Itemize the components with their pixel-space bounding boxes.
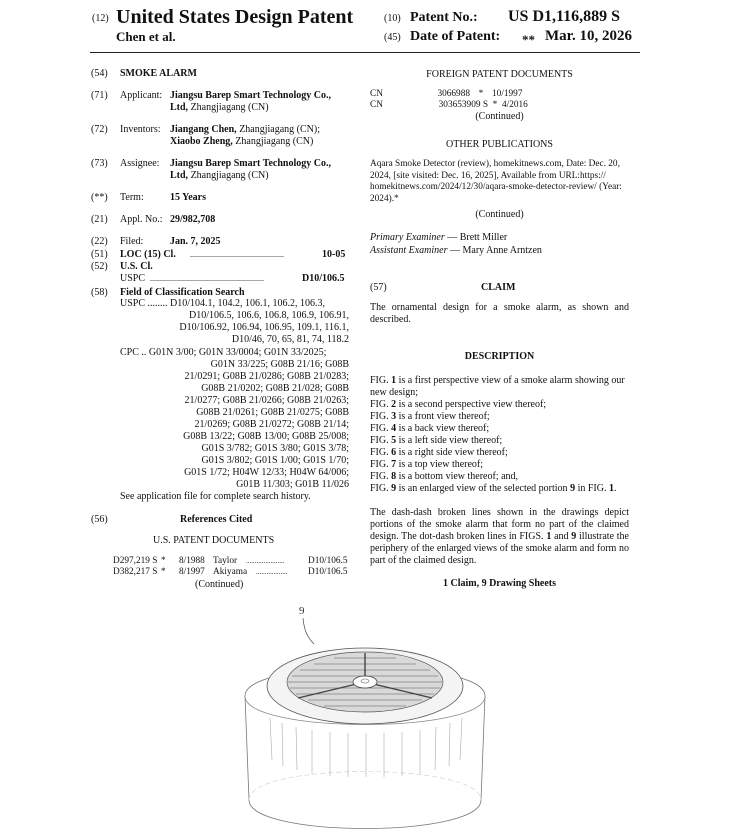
- appl-no-label: Appl. No.:: [120, 214, 163, 225]
- broken-lines-fig-9: 9: [571, 531, 577, 542]
- fig-tail: in FIG.: [575, 483, 609, 494]
- description-heading: DESCRIPTION: [464, 351, 535, 362]
- claim-heading: CLAIM: [481, 282, 516, 293]
- fig-text: is a right side view thereof;: [396, 447, 508, 458]
- document-type-title: United States Design Patent: [116, 6, 354, 28]
- us-patent-docs-heading: U.S. PATENT DOCUMENTS: [153, 535, 275, 546]
- code-10: (10): [384, 13, 401, 24]
- patent-date: Mar. 10, 2026: [545, 28, 632, 44]
- fig-label: FIG.: [370, 471, 389, 482]
- appl-no-value: 29/982,708: [170, 214, 216, 225]
- primary-examiner-label: Primary Examiner: [370, 232, 445, 243]
- ref-dots: ..................: [256, 568, 288, 576]
- applicant-line2: [170, 102, 269, 114]
- cpc-line: CPC .. G01N 3/00; G01N 33/0004; G01N 33/2025;: [120, 347, 327, 358]
- broken-lines-fig-1: 1: [546, 531, 552, 542]
- fig-number: 6: [391, 447, 397, 458]
- broken-lines-rest: illustrate the periphery of the enlarged views of the smoke alarm and form no part of the claimed design.: [370, 531, 629, 566]
- applicant-name-2: Ltd,: [170, 102, 189, 113]
- cpc-line: 21/0269; G08B 21/0272; G08B 21/14;: [194, 419, 349, 430]
- inventor-1-location: Zhangjiagang (CN);: [236, 124, 320, 135]
- inventors-label: Inventors:: [120, 124, 161, 135]
- figure-item: [370, 471, 629, 483]
- smoke-alarm-figure: [240, 600, 490, 832]
- term-label: Term:: [120, 192, 144, 203]
- foreign-date: 4/2016: [502, 100, 528, 110]
- term-value: 15 Years: [170, 192, 207, 203]
- header-rule: [90, 52, 640, 53]
- uspc-label: USPC: [120, 273, 146, 284]
- claims-summary: 1 Claim, 9 Drawing Sheets: [442, 578, 557, 589]
- fig-text: is a top view thereof;: [396, 459, 484, 470]
- ref-name: Taylor: [213, 556, 238, 566]
- ref-star: *: [161, 556, 166, 566]
- date-label: Date of Patent:: [410, 29, 501, 44]
- figure-item: [370, 411, 629, 423]
- other-pub-line: homekitnews.com/2024/12/30/aqara-smoke-detector-review/ (Year:: [370, 182, 622, 192]
- foreign-no: 303653909 S: [438, 100, 488, 110]
- figure-item: [370, 435, 629, 447]
- cpc-line: G01S 3/782; G01S 3/80; G01S 3/78;: [201, 443, 349, 454]
- assistant-examiner-name: — Mary Anne Arntzen: [447, 245, 542, 256]
- code-22: (22): [91, 236, 108, 247]
- loc-label: LOC (15) Cl.: [120, 249, 176, 260]
- fig-label: FIG.: [370, 447, 389, 458]
- loc-value: 10-05: [322, 249, 346, 260]
- code-12: (12): [92, 13, 109, 24]
- other-pubs-heading: OTHER PUBLICATIONS: [446, 139, 553, 150]
- ref-date: 8/1997: [179, 567, 205, 577]
- cpc-line: 21/0277; G08B 21/0266; G08B 21/0263;: [184, 395, 349, 406]
- uspc-line: D10/46, 70, 65, 81, 74, 118.2: [231, 334, 349, 345]
- filed-label: Filed:: [120, 236, 144, 247]
- fig-text: is a bottom view thereof; and,: [396, 471, 519, 482]
- ref-date: 8/1988: [179, 556, 205, 566]
- figure-list: [370, 375, 629, 495]
- fig-text: is a first perspective view of a smoke alarm showing our new design;: [370, 375, 625, 398]
- primary-examiner-name: — Brett Miller: [444, 232, 508, 243]
- ref-dots: ......................: [246, 557, 285, 565]
- other-pub-line: Aqara Smoke Detector (review), homekitnews.com, Date: Dec. 20,: [370, 159, 620, 169]
- uspc-dots: .........................................................: [150, 274, 264, 283]
- inventor-2: [170, 136, 313, 148]
- other-pub-line: 2024).*: [370, 193, 399, 204]
- cpc-line: G01B 11/303; G01B 11/026: [236, 479, 349, 490]
- figure-item: [370, 483, 629, 495]
- other-pubs-text: [370, 159, 632, 205]
- figure-item: [370, 375, 629, 399]
- code-52: (52): [91, 261, 108, 272]
- loc-dots: ...............................................: [190, 250, 284, 259]
- applicant-name: Jiangsu Barep Smart Technology Co.,: [170, 90, 331, 101]
- other-pubs-continued: (Continued): [475, 209, 524, 220]
- assignee-label: Assignee:: [120, 158, 160, 169]
- refs-continued: (Continued): [195, 579, 244, 590]
- us-cl-label: U.S. Cl.: [120, 261, 153, 272]
- code-73: (73): [91, 158, 108, 169]
- ref-name: Akiyama: [213, 567, 248, 577]
- broken-lines-text: The dash-dash broken lines shown in the drawings depict portions of the smoke alarm that form no part of the claimed design. The dot-dash broken lines in FIGS.: [370, 507, 629, 542]
- patent-number: US D1,116,889 S: [508, 8, 621, 25]
- fig-number: 4: [391, 423, 397, 434]
- cpc-line: G01S 1/72; H04W 12/33; H04W 64/006;: [184, 467, 349, 478]
- authors: Chen et al.: [116, 29, 176, 44]
- references-cited-label: References Cited: [180, 514, 253, 525]
- ref-class: D10/106.5: [308, 556, 348, 566]
- cpc-line: 21/0291; G08B 21/0286; G08B 21/0283;: [184, 371, 349, 382]
- foreign-cc: CN: [370, 89, 383, 99]
- inventor-2-location: Zhangjiagang (CN): [232, 136, 314, 147]
- invention-title: SMOKE ALARM: [120, 68, 197, 79]
- assignee-line2: [170, 170, 269, 182]
- fig-text: is a front view thereof;: [396, 411, 490, 422]
- cpc-line: G01S 3/802; G01S 1/00; G01S 1/70;: [201, 455, 349, 466]
- cpc-search-lines: [120, 347, 349, 491]
- reference-row: [113, 567, 247, 579]
- fig-text: is a left side view thereof;: [396, 435, 503, 446]
- smoke-alarm-drawing: [240, 600, 490, 832]
- ref-label-9: 9: [299, 605, 305, 617]
- inventor-1: [170, 124, 320, 136]
- cpc-line: G01N 33/225; G08B 21/16; G08B: [210, 359, 349, 370]
- fig-number: 8: [391, 471, 397, 482]
- date-marker: **: [522, 32, 535, 47]
- foreign-doc-row: [370, 89, 522, 101]
- foreign-cc: CN: [370, 100, 383, 110]
- foreign-star: *: [492, 100, 498, 110]
- assignee-name-2: Ltd,: [170, 170, 189, 181]
- assistant-examiner-label: Assistant Examiner: [370, 245, 448, 256]
- fig-label: FIG.: [370, 411, 389, 422]
- inventor-1-name: Jiangang Chen,: [170, 124, 237, 135]
- fig-tail-bold: 1: [608, 483, 614, 494]
- uspc-line: D10/106.5, 106.6, 106.8, 106.9, 106.91,: [189, 310, 349, 321]
- foreign-doc-row: [370, 100, 528, 112]
- code-54: (54): [91, 68, 108, 79]
- center-button: [353, 676, 377, 688]
- fig-label: FIG.: [370, 483, 389, 494]
- applicant-label: Applicant:: [120, 90, 163, 101]
- uspc-line: D10/106.92, 106.94, 106.95, 109.1, 116.1,: [179, 322, 349, 333]
- fig-number: 2: [391, 399, 397, 410]
- fig-label: FIG.: [370, 423, 389, 434]
- applicant-location: Zhangjiagang (CN): [188, 102, 269, 113]
- fig-label: FIG.: [370, 459, 389, 470]
- foreign-docs-heading: FOREIGN PATENT DOCUMENTS: [426, 69, 573, 80]
- figure-item: [370, 447, 629, 459]
- fig-end: .: [613, 483, 617, 494]
- fig-tail-number: 9: [570, 483, 576, 494]
- assignee-location: Zhangjiagang (CN): [188, 170, 269, 181]
- uspc-value: D10/106.5: [302, 273, 345, 284]
- ref-class: D10/106.5: [308, 567, 348, 577]
- broken-lines-and: and: [551, 531, 572, 542]
- figure-item: [370, 423, 629, 435]
- code-45: (45): [384, 32, 401, 43]
- cpc-line: G08B 21/0202; G08B 21/028; G08B: [201, 383, 349, 394]
- reference-row: [113, 556, 237, 568]
- code-51: (51): [91, 249, 108, 260]
- code-71: (71): [91, 90, 108, 101]
- foreign-star: *: [478, 89, 484, 99]
- fig-label: FIG.: [370, 399, 389, 410]
- primary-examiner: [370, 232, 507, 244]
- ref-number: D382,217 S: [113, 567, 158, 577]
- broken-lines-paragraph: [370, 507, 629, 567]
- code-21: (21): [91, 214, 108, 225]
- fig-text: is an enlarged view of the selected portion: [396, 483, 571, 494]
- patent-no-label: Patent No.:: [410, 10, 478, 25]
- foreign-date: 10/1997: [492, 89, 523, 99]
- fig-text: is a second perspective view thereof;: [396, 399, 547, 410]
- ref-leader-line: [303, 618, 314, 644]
- code-term: (**): [91, 192, 108, 203]
- other-pub-line: 2024, [site visited: Dec. 16, 2025], Available from URL:https://: [370, 170, 606, 181]
- fig-number: 3: [391, 411, 397, 422]
- ref-star: *: [161, 567, 166, 577]
- code-58: (58): [91, 287, 108, 298]
- foreign-continued: (Continued): [475, 111, 524, 122]
- inventor-2-name: Xiaobo Zheng,: [170, 136, 233, 147]
- fig-text: is a back view thereof;: [396, 423, 490, 434]
- uspc-search-lines: [120, 298, 349, 346]
- field-search-label: Field of Classification Search: [120, 287, 245, 298]
- figure-item: [370, 399, 629, 411]
- fig-label: FIG.: [370, 375, 389, 386]
- ref-number: D297,219 S: [113, 556, 158, 566]
- fig-label: FIG.: [370, 435, 389, 446]
- claim-text: The ornamental design for a smoke alarm, as shown and described.: [370, 302, 629, 325]
- figure-item: [370, 459, 629, 471]
- fig-number: 7: [391, 459, 397, 470]
- uspc-line: USPC ........ D10/104.1, 104.2, 106.1, 106.2, 106.3,: [120, 298, 326, 309]
- code-57: (57): [370, 282, 387, 293]
- code-72: (72): [91, 124, 108, 135]
- cpc-line: G08B 13/22; G08B 13/00; G08B 25/008;: [183, 431, 349, 442]
- foreign-no: 3066988: [437, 89, 470, 99]
- fig-number: 9: [391, 483, 397, 494]
- filed-value: Jan. 7, 2025: [170, 236, 221, 247]
- cpc-line: G08B 21/0261; G08B 21/0275; G08B: [196, 407, 349, 418]
- assignee-name: Jiangsu Barep Smart Technology Co.,: [170, 158, 331, 169]
- fig-number: 1: [391, 375, 397, 386]
- assistant-examiner: [370, 245, 542, 257]
- code-56: (56): [91, 514, 108, 525]
- fig-number: 5: [391, 435, 397, 446]
- search-history-note: See application file for complete search history.: [120, 491, 311, 502]
